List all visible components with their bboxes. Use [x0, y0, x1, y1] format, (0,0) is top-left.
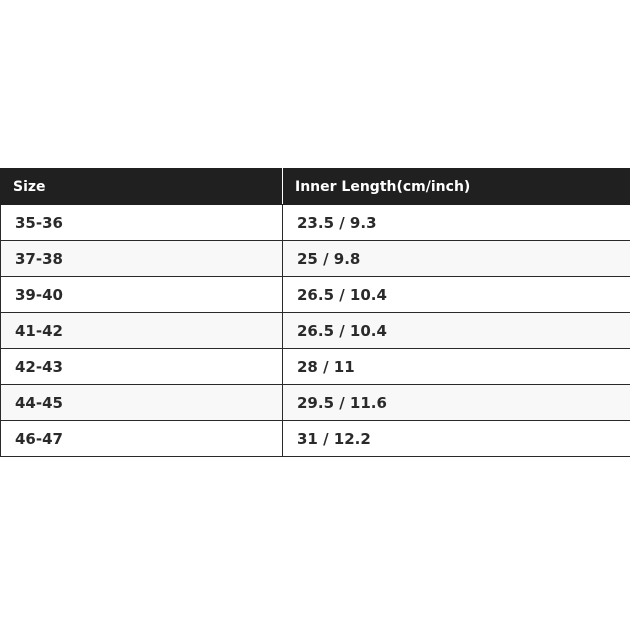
- inner-length-cell: 23.5 / 9.3: [283, 205, 630, 241]
- size-cell: 37-38: [1, 241, 283, 277]
- size-cell: 46-47: [1, 421, 283, 457]
- inner-length-cell: 26.5 / 10.4: [283, 313, 630, 349]
- header-inner-length: Inner Length(cm/inch): [283, 169, 630, 205]
- size-cell: 39-40: [1, 277, 283, 313]
- inner-length-cell: 26.5 / 10.4: [283, 277, 630, 313]
- table-header-row: [1, 169, 630, 205]
- table-row: [1, 241, 630, 277]
- size-cell: 44-45: [1, 385, 283, 421]
- table-row: [1, 205, 630, 241]
- inner-length-cell: 28 / 11: [283, 349, 630, 385]
- inner-length-cell: 25 / 9.8: [283, 241, 630, 277]
- table-row: [1, 313, 630, 349]
- size-cell: 42-43: [1, 349, 283, 385]
- table-row: [1, 385, 630, 421]
- size-cell: 35-36: [1, 205, 283, 241]
- table-row: [1, 277, 630, 313]
- header-size: Size: [1, 169, 283, 205]
- table-row: [1, 349, 630, 385]
- table-row: [1, 421, 630, 457]
- inner-length-cell: 31 / 12.2: [283, 421, 630, 457]
- size-chart-table: [0, 168, 630, 457]
- size-cell: 41-42: [1, 313, 283, 349]
- inner-length-cell: 29.5 / 11.6: [283, 385, 630, 421]
